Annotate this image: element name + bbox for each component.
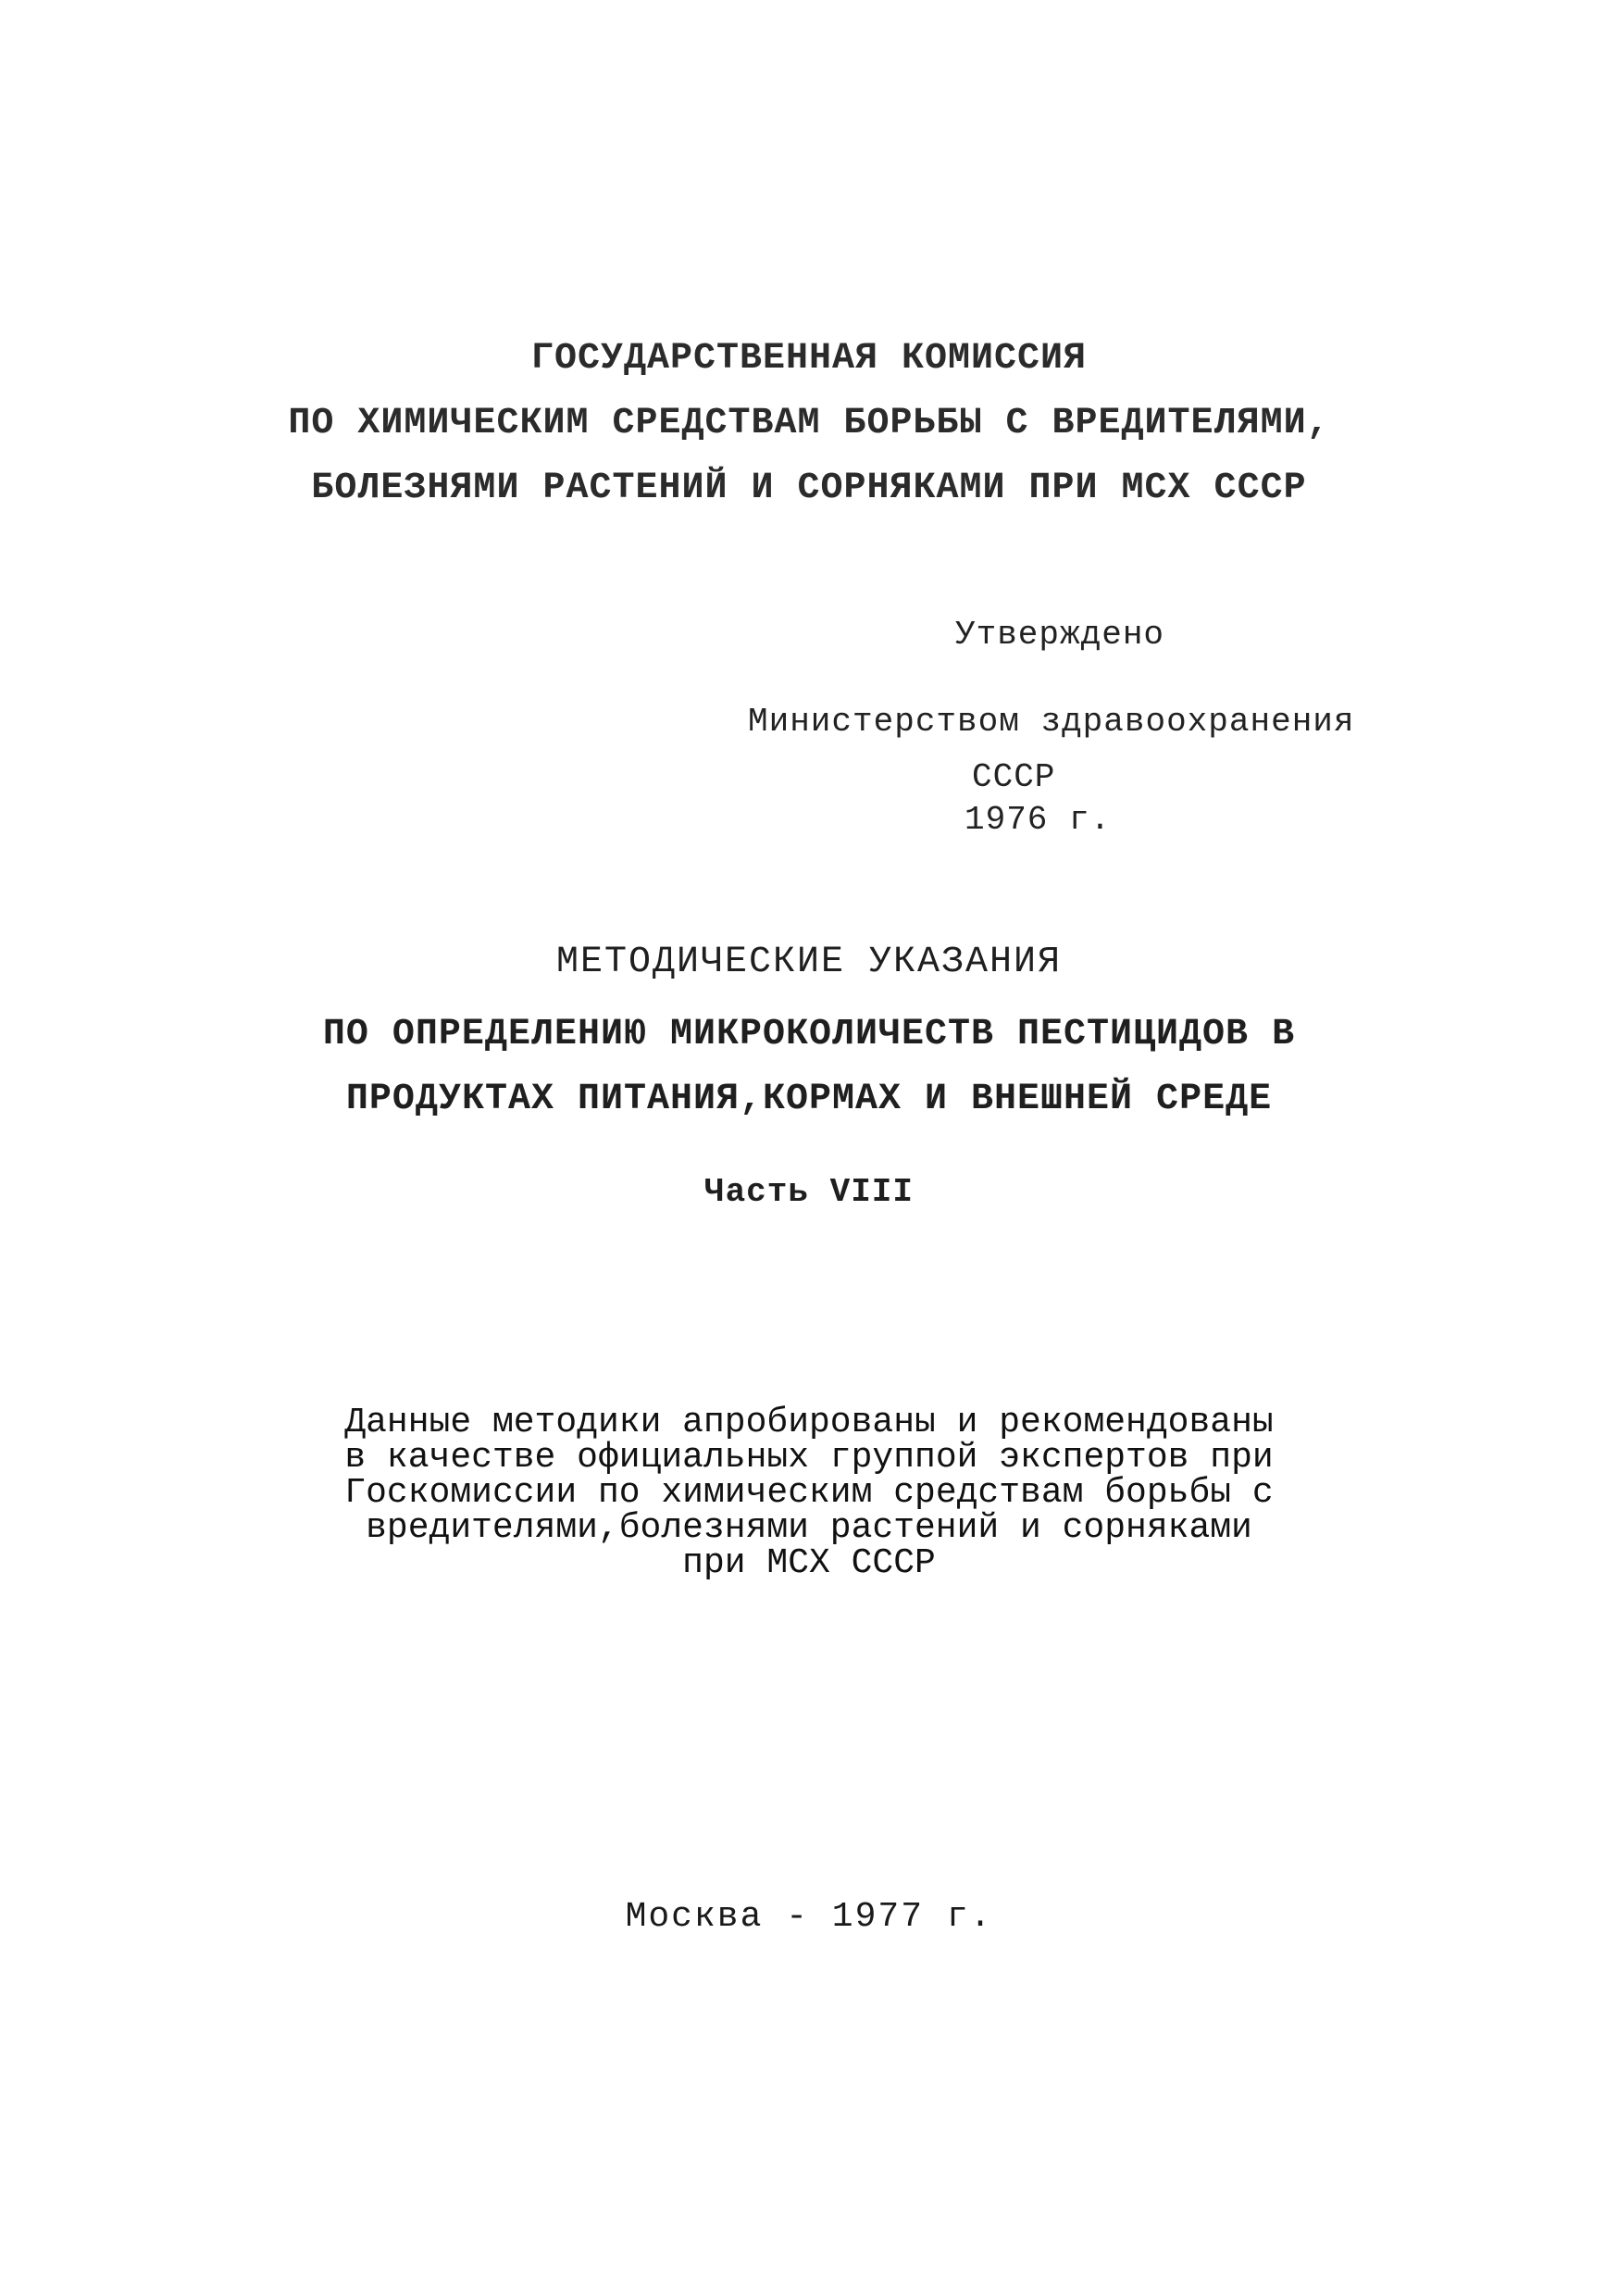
title-heading: МЕТОДИЧЕСКИЕ УКАЗАНИЯ xyxy=(555,942,1063,983)
note-line-3: Госкомиссии по химическим средствам борьбы с xyxy=(344,1473,1274,1513)
title-part: Часть VIII xyxy=(703,1173,915,1211)
header-line-2: ПО ХИМИЧЕСКИМ СРЕДСТВАМ БОРЬБЫ С ВРЕДИТЕЛЯМИ, xyxy=(288,403,1330,444)
note-line-5: при МСХ СССР xyxy=(682,1543,936,1583)
title-line-3: ПРОДУКТАХ ПИТАНИЯ,КОРМАХ И ВНЕШНЕЙ СРЕДЕ xyxy=(345,1079,1273,1120)
approval-year: 1976 г. xyxy=(965,801,1112,839)
title-line-2: ПО ОПРЕДЕЛЕНИЮ МИКРОКОЛИЧЕСТВ ПЕСТИЦИДОВ В xyxy=(322,1014,1296,1055)
approval-country: СССР xyxy=(972,758,1056,796)
header-line-1: ГОСУДАРСТВЕННАЯ КОМИССИЯ xyxy=(530,338,1088,380)
note-line-4: вредителями,болезнями растений и сорняками xyxy=(366,1508,1252,1548)
footer-place-year: Москва - 1977 г. xyxy=(625,1897,993,1937)
approval-label: Утверждено xyxy=(955,616,1165,654)
approval-authority: Министерством здравоохранения xyxy=(748,703,1355,741)
note-line-2: в качестве официальных группой экспертов при xyxy=(344,1438,1274,1478)
note-line-1: Данные методики апробированы и рекомендованы xyxy=(344,1403,1274,1442)
header-line-3: БОЛЕЗНЯМИ РАСТЕНИЙ И СОРНЯКАМИ ПРИ МСХ СССР xyxy=(311,468,1307,509)
